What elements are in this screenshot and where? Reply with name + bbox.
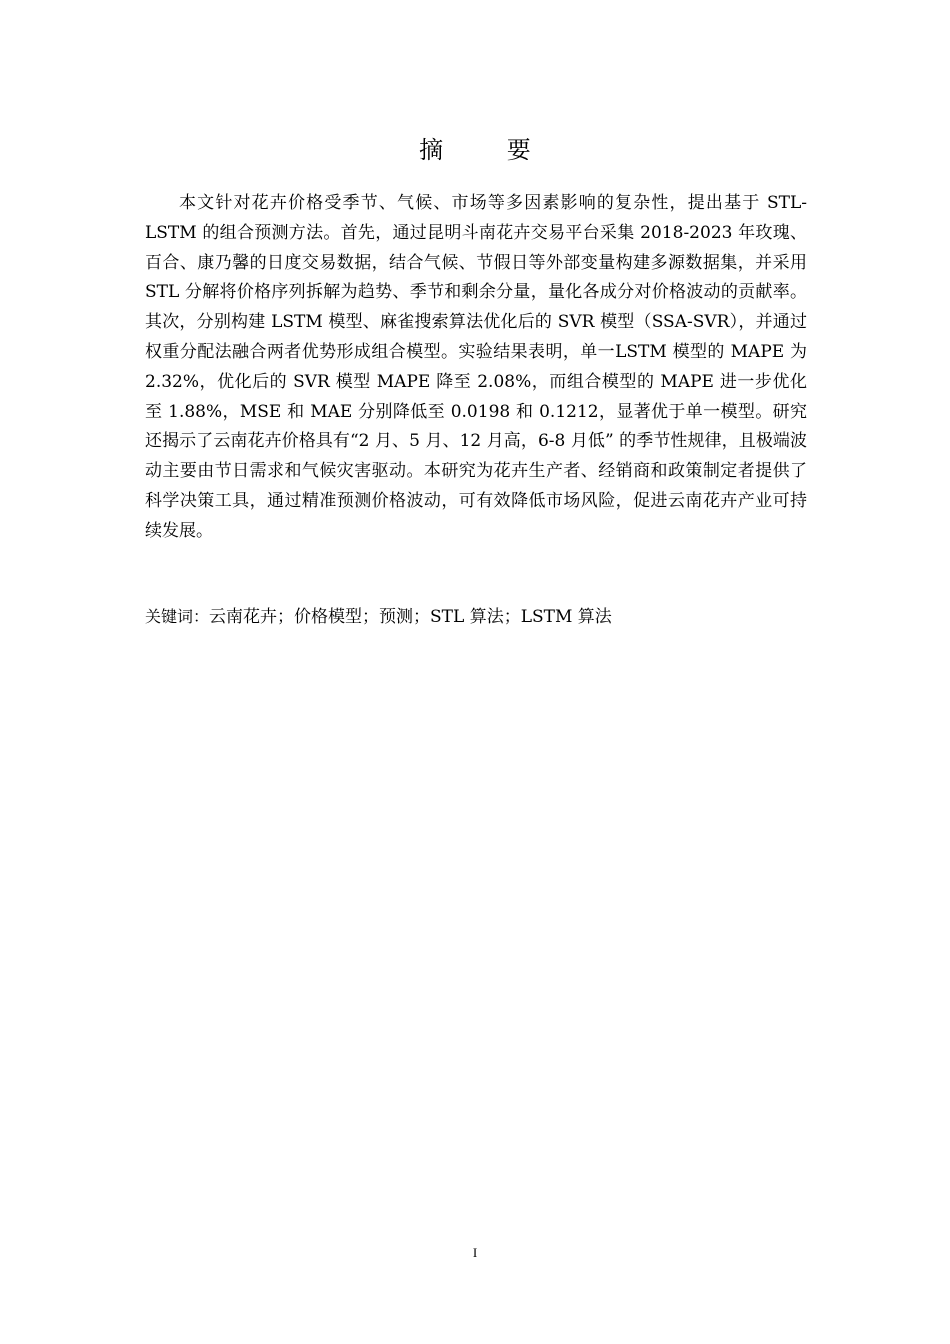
abstract-paragraph: 本文针对花卉价格受季节、气候、市场等多因素影响的复杂性，提出基于 STL-LSTM 的组合预测方法。首先，通过昆明斗南花卉交易平台采集 2018-2023 年玫瑰、百合、康乃馨的日度交易数据，结合气候、节假日等外部变量构建多源数据集，并采用 STL 分解将价格序列拆解为趋势、季节和剩余分量，量化各成分对价格波动的贡献率。其次，分别构建 LSTM 模型、麻雀搜索算法优化后的 SVR 模型（SSA-SVR），并通过权重分配法融合两者优势形成组合模型。实验结果表明，单一LSTM 模型的 MAPE 为 2.32%，优化后的 SVR 模型 MAPE 降至 2.08%，而组合模型的 MAPE 进一步优化至 1.88%，MSE 和 MAE 分别降低至 0.0198 和 0.1212，显著优于单一模型。研究还揭示了云南花卉价格具有“2 月、5 月、12 月高，6-8 月低” 的季节性规律，且极端波动主要由节日需求和气候灾害驱动。本研究为花卉生产者、经销商和政策制定者提供了科学决策工具，通过精准预测价格波动，可有效降低市场风险，促进云南花卉产业可持续发展。	[145, 193, 807, 541]
keywords-line	[145, 602, 807, 632]
keywords-list: 云南花卉；价格模型；预测；STL 算法；LSTM 算法	[209, 607, 612, 627]
keywords-label: 关键词：	[145, 607, 210, 626]
page-title: 摘 要	[419, 136, 559, 164]
page-number: I	[472, 1245, 478, 1260]
